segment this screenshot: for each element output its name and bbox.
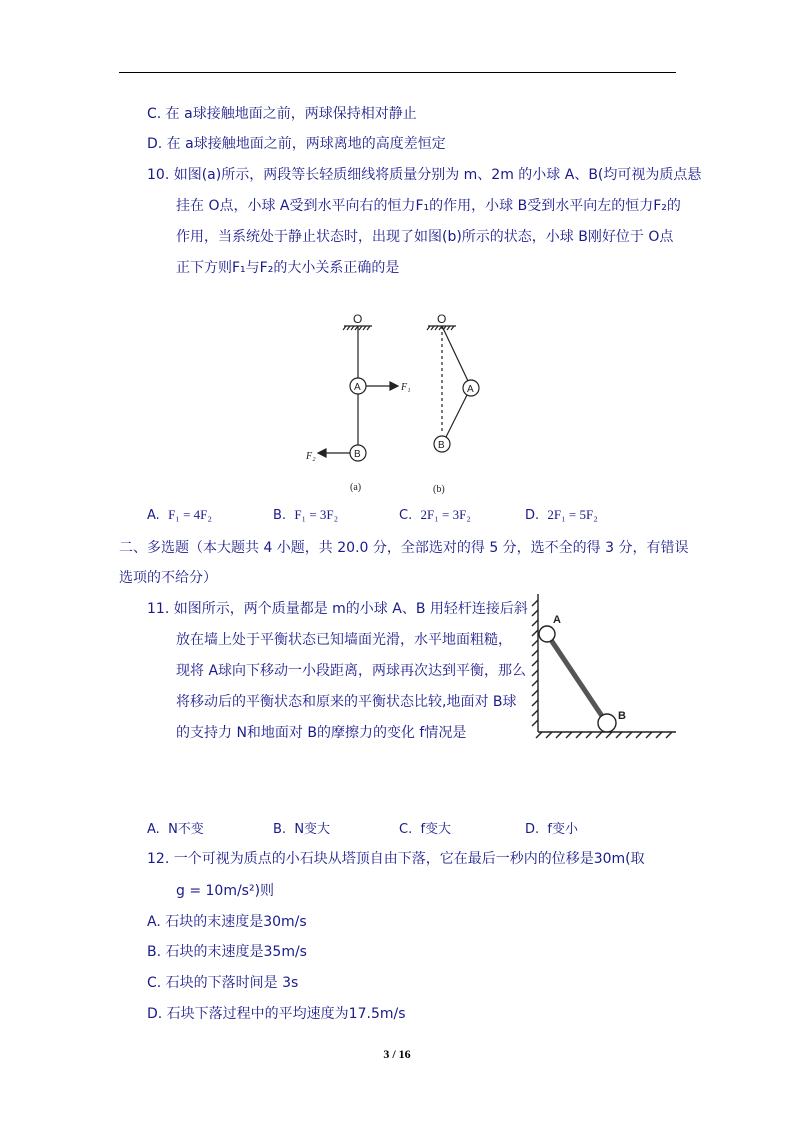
q11-option-a: A. N不变 bbox=[147, 822, 204, 837]
fig-a-label: (a) bbox=[350, 482, 362, 493]
q11-stem-line-5: 的支持力 N和地面对 B的摩擦力的变化 f情况是 bbox=[176, 725, 467, 741]
fig-a-O: O bbox=[353, 312, 363, 326]
fig-a-F1: F₁ bbox=[401, 382, 411, 393]
q11-option-d: D. f变小 bbox=[525, 822, 578, 837]
q10-option-a: A. F₁ = 4F₂ bbox=[147, 507, 212, 523]
page-number: 3 / 16 bbox=[383, 1047, 411, 1061]
q10-stem-line-4: 正下方则F₁与F₂的大小关系正确的是 bbox=[176, 260, 400, 276]
q10-stem-line-1: 10. 如图(a)所示，两段等长轻质细线将质量分别为 m、2m 的小球 A、B(均可视为质点悬 bbox=[147, 167, 702, 183]
q12-option-c: C. 石块的下落时间是 3s bbox=[147, 975, 299, 991]
q9-option-d: D. 在 a球接触地面之前，两球离地的高度差恒定 bbox=[147, 136, 446, 152]
q11-option-b: B. N变大 bbox=[273, 822, 331, 837]
q11-fig-A: A bbox=[553, 614, 561, 626]
fig-a-B: B bbox=[354, 449, 361, 460]
q10-option-b: B. F₁ = 3F₂ bbox=[273, 507, 339, 523]
q10-figure bbox=[300, 310, 480, 500]
q10-option-c: C. 2F₁ = 3F₂ bbox=[399, 507, 471, 523]
q11-stem-line-4: 将移动后的平衡状态和原来的平衡状态比较,地面对 B球 bbox=[176, 694, 517, 710]
section-2-heading-line-2: 选项的不给分） bbox=[119, 570, 217, 586]
q12-option-a: A. 石块的末速度是30m/s bbox=[147, 914, 307, 930]
q11-stem-line-2: 放在墙上处于平衡状态已知墙面光滑，水平地面粗糙， bbox=[176, 632, 512, 648]
figure-a bbox=[318, 326, 398, 461]
fig-a-A: A bbox=[354, 382, 361, 393]
section-2-heading-line-1: 二、多选题（本大题共 4 小题，共 20.0 分，全部选对的得 5 分，选不全的得 3 分，有错误 bbox=[119, 540, 689, 556]
q12-option-b: B. 石块的末速度是35m/s bbox=[147, 944, 307, 960]
q10-stem-line-3: 作用，当系统处于静止状态时，出现了如图(b)所示的状态，小球 B刚好位于 O点 bbox=[176, 229, 674, 245]
q11-stem-line-1: 11. 如图所示，两个质量都是 m的小球 A、B 用轻杆连接后斜 bbox=[147, 601, 528, 617]
header-rule bbox=[119, 72, 676, 73]
q9-option-c: C. 在 a球接触地面之前，两球保持相对静止 bbox=[147, 106, 417, 122]
q11-figure bbox=[530, 590, 680, 740]
q10-stem-line-2: 挂在 O点，小球 A受到水平向右的恒力F₁的作用，小球 B受到水平向左的恒力F₂的 bbox=[176, 198, 681, 214]
q12-stem-line-1: 12. 一个可视为质点的小石块从塔顶自由下落，它在最后一秒内的位移是30m(取 bbox=[147, 851, 645, 867]
q10-option-d: D. 2F₁ = 5F₂ bbox=[525, 507, 598, 523]
fig-b-label: (b) bbox=[433, 484, 445, 495]
fig-a-F2: F₂ bbox=[306, 451, 316, 462]
fig-b-B: B bbox=[438, 440, 445, 451]
q12-option-d: D. 石块下落过程中的平均速度为17.5m/s bbox=[147, 1006, 406, 1022]
q11-option-c: C. f变大 bbox=[399, 822, 452, 837]
q12-stem-line-2: g = 10m/s²)则 bbox=[176, 883, 275, 899]
fig-b-O: O bbox=[437, 312, 447, 326]
fig-b-A: A bbox=[467, 384, 474, 395]
q11-fig-B: B bbox=[618, 710, 626, 722]
q11-stem-line-3: 现将 A球向下移动一小段距离，两球再次达到平衡，那么 bbox=[176, 663, 527, 679]
